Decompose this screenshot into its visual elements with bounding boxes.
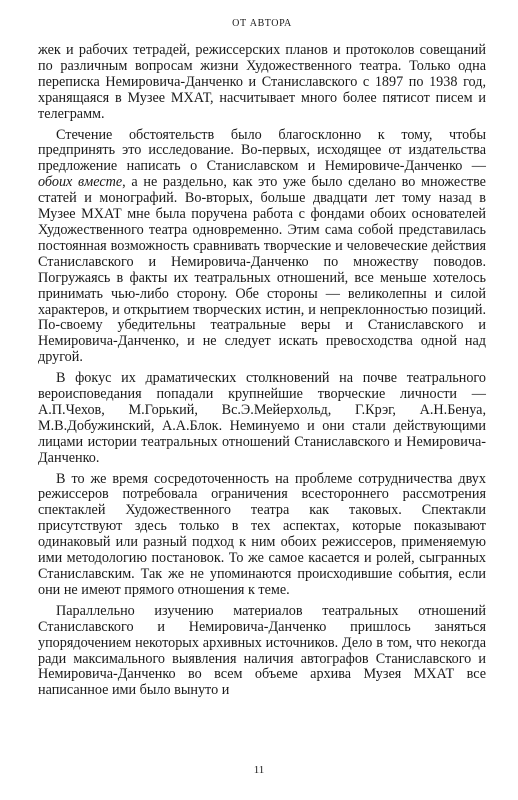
page-number: 11 <box>253 764 265 776</box>
paragraph-5: Параллельно изучению материалов театральных отношений Станиславского и Немировича-Данченко пришлось заняться упорядочением некоторых архивных источников. Дело в том, что некогда ради максимального выявления наличия автографов Станиславского и Немировича-Данченко во всем объеме архива Музея МХАТ все написанное ими было вынуто и <box>38 602 486 699</box>
paragraph-2-text-before: Стечение обстоятельств было благосклонно к тому, чтобы предпринять это исследование. Во-первых, исходящее от издательства предложение написать о Станиславском и Немировиче-Данченко — <box>38 126 486 175</box>
paragraph-2-emphasis: обоих вместе <box>38 174 123 191</box>
paragraph-2-text-after: , а не раздельно, как это уже было сделано во множестве статей и монографий. Во-вторых, больше двадцати лет тому назад в Музее МХАТ мне была поручена работа с фондами обоих основателей Художественного театра одновременно. Этим сама собой представилась постоянная возможность сравнивать творческие и человеческие действия Станиславского и Немировича-Данченко по множеству поводов. Погружаясь в факты их театральных отношений, все меньше хотелось принимать чью-либо сторону. Обе стороны — великолепны и силой характеров, и открытием творческих истин, и непреклонностью позиций. По-своему убедительны театральные веры и Станиславского и Немировича-Данченко, и не следует искать превосходства одной над другой. <box>38 174 486 366</box>
paragraph-1: жек и рабочих тетрадей, режиссерских планов и протоколов совещаний по различным вопросам жизни Художественного театра. Только одна переписка Немировича-Данченко и Станиславского с 1897 по 1938 год, хранящаяся в Музее МХАТ, насчитывает много более пятисот писем и телеграмм. <box>38 42 486 122</box>
paragraph-3: В фокус их драматических столкновений на почве театрального вероисповедания попадали крупнейшие творческие личности — А.П.Чехов, М.Горький, Вс.Э.Мейерхольд, Г.Крэг, А.Н.Бенуа, М.В.Добужинский, А.А.Блок. Неминуемо и они стали действующими лицами истории театральных отношений Станиславского и Немировича-Данченко. <box>38 370 486 466</box>
paragraph-2 <box>38 128 486 367</box>
body-text <box>38 43 486 699</box>
running-head: ОТ АВТОРА <box>232 18 292 29</box>
paragraph-4: В то же время сосредоточенность на проблеме сотрудничества двух режиссеров потребовала ограничения всестороннего рассмотрения спектаклей Художественного театра как таковых. Спектакли присутствуют здесь только в тех аспектах, которые показывают одинаковый или разный подход к ним обоих режиссеров, применяемую ими методологию постановок. То же самое касается и ролей, сыгранных Станиславским. Так же не упоминаются происходившие события, если они не имеют прямого отношения к теме. <box>38 470 486 598</box>
